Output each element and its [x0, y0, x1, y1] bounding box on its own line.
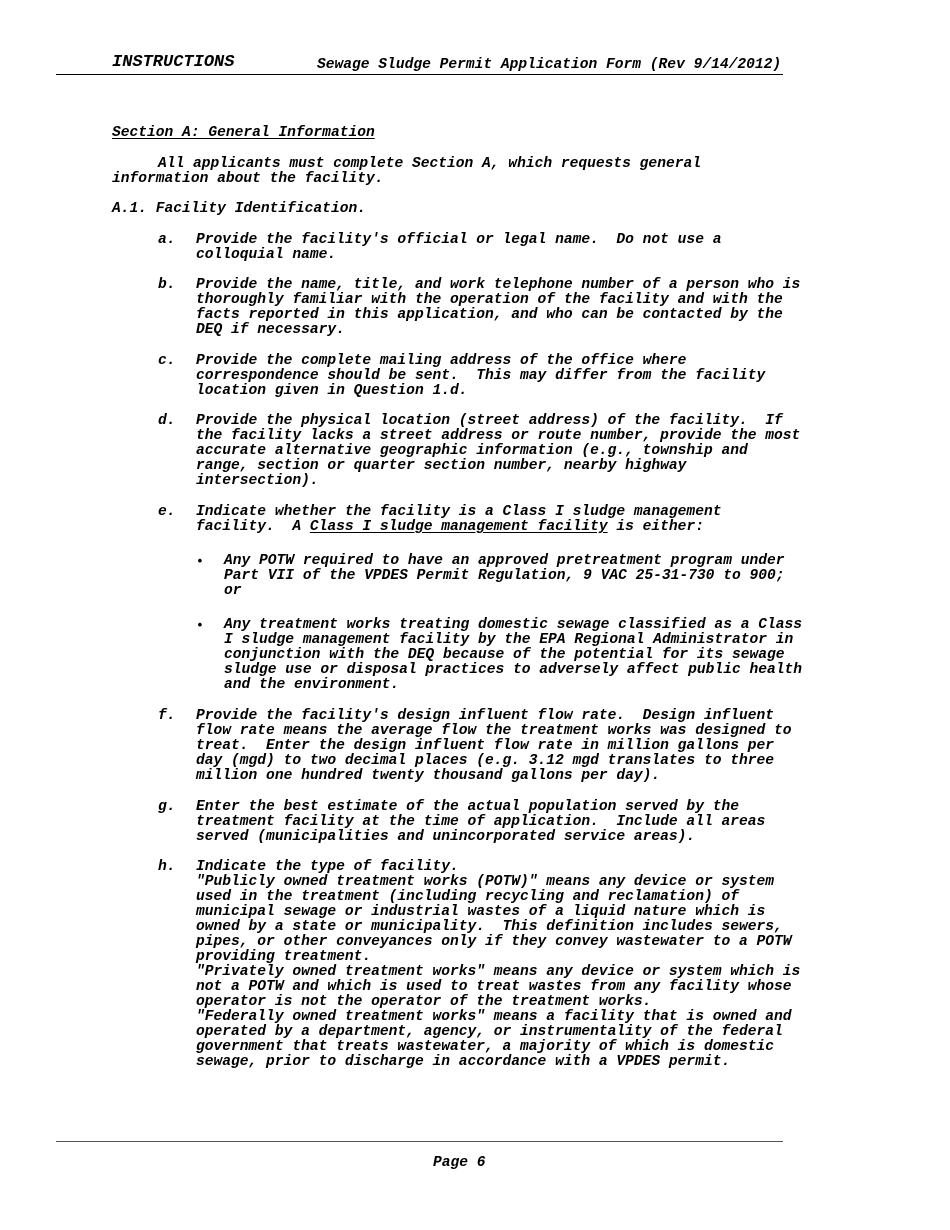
item-letter: h. [158, 859, 176, 875]
item-text: day (mgd) to two decimal places (e.g. 3.12 mgd translates to three [196, 753, 775, 769]
intro-line: information about the facility. [112, 171, 384, 187]
item-text: operated by a department, agency, or instrumentality of the federal [196, 1024, 783, 1040]
bullet-text: Any POTW required to have an approved pretreatment program under [224, 553, 785, 569]
item-text: served (municipalities and unincorporated service areas). [196, 829, 696, 845]
intro-line: All applicants must complete Section A, which requests general [158, 156, 701, 172]
item-text: colloquial name. [196, 247, 337, 263]
item-text: Enter the best estimate of the actual population served by the [196, 799, 739, 815]
item-letter: e. [158, 504, 176, 520]
defined-term: Class I sludge management facility [309, 519, 608, 535]
item-text: "Federally owned treatment works" means a facility that is owned and [196, 1009, 792, 1025]
item-text: "Publicly owned treatment works (POTW)" means any device or system [196, 874, 775, 890]
item-letter: b. [158, 277, 176, 293]
item-text-segment: facility. A [196, 519, 310, 535]
item-text: Indicate the type of facility. [196, 859, 459, 875]
item-text: providing treatment. [196, 949, 372, 965]
bullet-text: Part VII of the VPDES Permit Regulation, 9 VAC 25-31-730 to 900; [224, 568, 785, 584]
footer-divider [56, 1141, 783, 1142]
bullet-text: and the environment. [224, 677, 400, 693]
bullet-text: conjunction with the DEQ because of the potential for its sewage [224, 647, 785, 663]
item-text: Provide the facility's official or legal name. Do not use a [196, 232, 722, 248]
page-number: Page 6 [433, 1155, 486, 1171]
item-text: intersection). [196, 473, 319, 489]
item-text: municipal sewage or industrial wastes of a liquid nature which is [196, 904, 766, 920]
item-letter: c. [158, 353, 176, 369]
item-letter: f. [158, 708, 176, 724]
a1-heading: A.1. Facility Identification. [112, 201, 366, 217]
item-text [196, 520, 704, 535]
item-text: thoroughly familiar with the operation of the facility and with the [196, 292, 783, 308]
header-form-name: Sewage Sludge Permit Application Form (Rev 9/14/2012) [317, 57, 782, 73]
item-text: DEQ if necessary. [196, 322, 345, 338]
item-text-segment: is either: [607, 519, 704, 535]
bullet-text: Any treatment works treating domestic sewage classified as a Class [224, 617, 803, 633]
item-text: Provide the complete mailing address of the office where [196, 353, 687, 369]
item-text: Indicate whether the facility is a Class I sludge management [196, 504, 722, 520]
item-text: treat. Enter the design influent flow rate in million gallons per [196, 738, 775, 754]
bullet-icon: • [196, 554, 204, 569]
item-text: government that treats wastewater, a majority of which is domestic [196, 1039, 775, 1055]
header-divider [56, 74, 783, 75]
item-text: correspondence should be sent. This may differ from the facility [196, 368, 766, 384]
item-text: the facility lacks a street address or route number, provide the most [196, 428, 801, 444]
item-letter: d. [158, 413, 176, 429]
item-text: Provide the physical location (street address) of the facility. If [196, 413, 783, 429]
item-letter: g. [158, 799, 176, 815]
item-text: flow rate means the average flow the treatment works was designed to [196, 723, 792, 739]
item-text: not a POTW and which is used to treat wastes from any facility whose [196, 979, 792, 995]
item-text: operator is not the operator of the treatment works. [196, 994, 652, 1010]
item-text: treatment facility at the time of application. Include all areas [196, 814, 766, 830]
item-text: used in the treatment (including recycling and reclamation) of [196, 889, 739, 905]
bullet-icon: • [196, 618, 204, 633]
item-letter: a. [158, 232, 176, 248]
item-text: Provide the facility's design influent flow rate. Design influent [196, 708, 775, 724]
bullet-text: I sludge management facility by the EPA Regional Administrator in [224, 632, 794, 648]
section-title: Section A: General Information [112, 125, 375, 141]
item-text: "Privately owned treatment works" means any device or system which is [196, 964, 801, 980]
bullet-text: sludge use or disposal practices to adversely affect public health [224, 662, 803, 678]
header-title: INSTRUCTIONS [112, 53, 235, 72]
item-text: pipes, or other conveyances only if they convey wastewater to a POTW [196, 934, 792, 950]
item-text: Provide the name, title, and work telephone number of a person who is [196, 277, 801, 293]
item-text: owned by a state or municipality. This definition includes sewers, [196, 919, 783, 935]
item-text: accurate alternative geographic information (e.g., township and [196, 443, 748, 459]
item-text: sewage, prior to discharge in accordance with a VPDES permit. [196, 1054, 731, 1070]
bullet-text: or [224, 583, 242, 599]
item-text: facts reported in this application, and who can be contacted by the [196, 307, 783, 323]
item-text: million one hundred twenty thousand gallons per day). [196, 768, 661, 784]
item-text: range, section or quarter section number, nearby highway [196, 458, 687, 474]
item-text: location given in Question 1.d. [196, 383, 468, 399]
